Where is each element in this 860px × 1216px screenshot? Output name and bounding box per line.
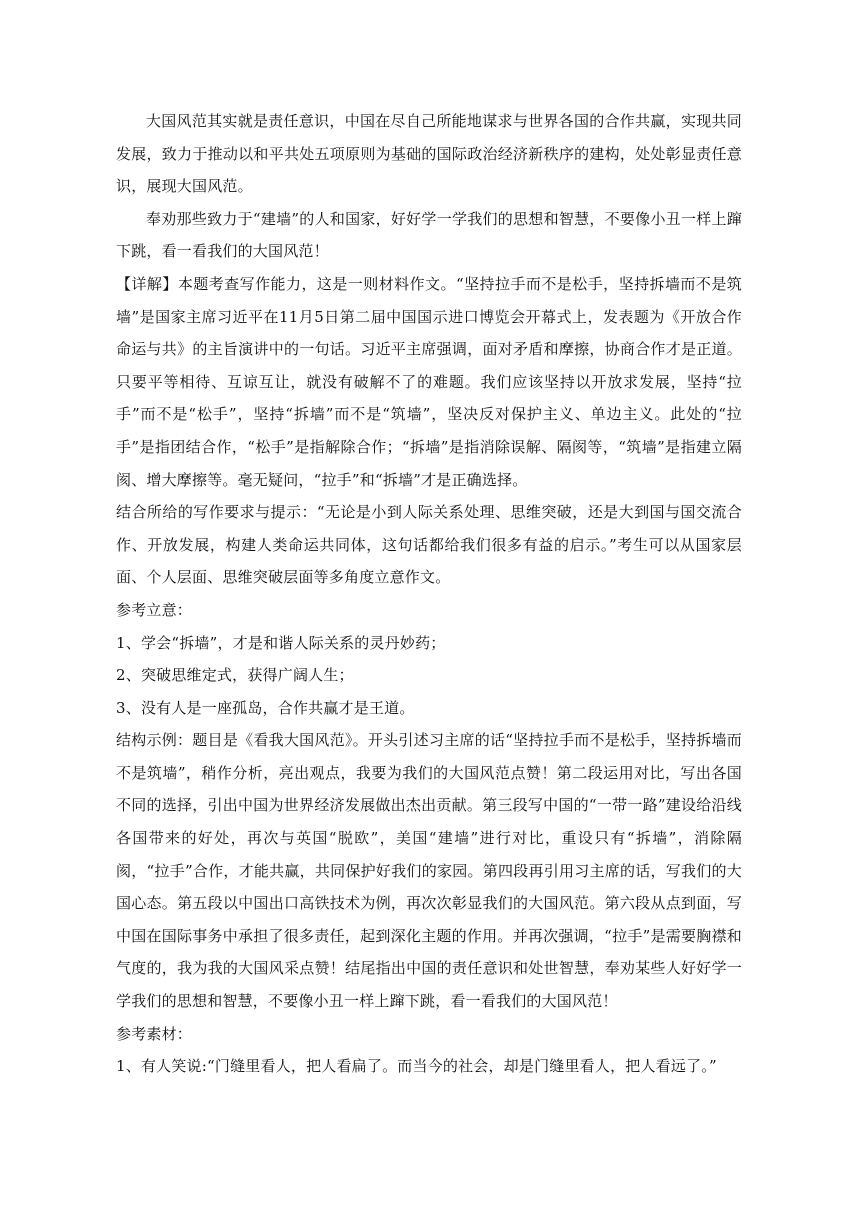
paragraph-structure-example: 结构示例：题目是《看我大国风范》。开头引述习主席的话“坚持拉手而不是松手，坚持拆墙而不是筑墙”，稍作分析，亮出观点，我要为我们的大国风范点赞！第二段运用对比，写出各国不同的选择，引出中国为世界经济发展做出杰出贡献。第三段写中国的“一带一路”建设给沿线各国带来的好处，再次与英国“脱欧”，美国“建墙”进行对比，重设只有“拆墙”，消除隔阂，“拉手”合作，才能共赢，共同保护好我们的家园。第四段再引用习主席的话，写我们的大国心态。第五段以中国出口高铁技术为例，再次次彰显我们的大国风范。第六段从点到面，写中国在国际事务中承担了很多责任，起到深化主题的作用。并再次强调，“拉手”是需要胸襟和气度的，我为我的大国风采点赞！结尾指出中国的责任意识和处世智慧，奉劝某些人好好学一学我们的思想和智慧，不要像小丑一样上蹿下跳，看一看我们的大国风范！ [116, 731, 742, 1011]
heading-reference-materials: 参考素材： [116, 1024, 193, 1043]
paragraph-explanation: 【详解】本题考查写作能力，这是一则材料作文。“坚持拉手而不是松手，坚持拆墙而不是筑墙”是国家主席习近平在11月5日第二届中国国示进口博览会开幕式上，发表题为《开放合作命运与共》的主旨演讲中的一句话。习近平主席强调，面对矛盾和摩擦，协商合作才是正道。只要平等相待、互谅互让，就没有破解不了的难题。我们应该坚持以开放求发展，坚持“拉手”而不是“松手”，坚持“拆墙”而不是“筑墙”，坚决反对保护主义、单边主义。此处的“拉手”是指团结合作，“松手”是指解除合作；“拆墙”是指消除误解、隔阂等，“筑墙”是指建立隔阂、增大摩擦等。毫无疑问，“拉手”和“拆墙”才是正确选择。 [116, 274, 742, 489]
paragraph-requirements: 结合所给的写作要求与提示：“无论是小到人际关系处理、思维突破，还是大到国与国交流合作、开放发展，构建人类命运共同体，这句话都给我们很多有益的启示。”考生可以从国家层面、个人层面、思维突破层面等多角度立意作文。 [116, 503, 742, 587]
heading-reference-ideas: 参考立意： [116, 600, 193, 619]
document-body [116, 105, 742, 1083]
list-item-idea-3: 3、没有人是一座孤岛，合作共赢才是王道。 [116, 698, 415, 717]
paragraph-conclusion: 大国风范其实就是责任意识，中国在尽自己所能地谋求与世界各国的合作共赢，实现共同发展，致力于推动以和平共处五项原则为基础的国际政治经济新秩序的建构，处处彰显责任意识，展现大国风范。 [116, 112, 742, 196]
list-item-idea-2: 2、突破思维定式，获得广阔人生； [116, 666, 354, 685]
list-item-idea-1: 1、学会“拆墙”，才是和谐人际关系的灵丹妙药； [116, 633, 446, 652]
list-item-material-1: 1、有人笑说:“门缝里看人，把人看扁了。而当今的社会，却是门缝里看人，把人看远了。” [116, 1057, 717, 1076]
paragraph-exhortation: 奉劝那些致力于“建墙”的人和国家，好好学一学我们的思想和智慧，不要像小丑一样上蹿下跳，看一看我们的大国风范！ [116, 209, 742, 261]
